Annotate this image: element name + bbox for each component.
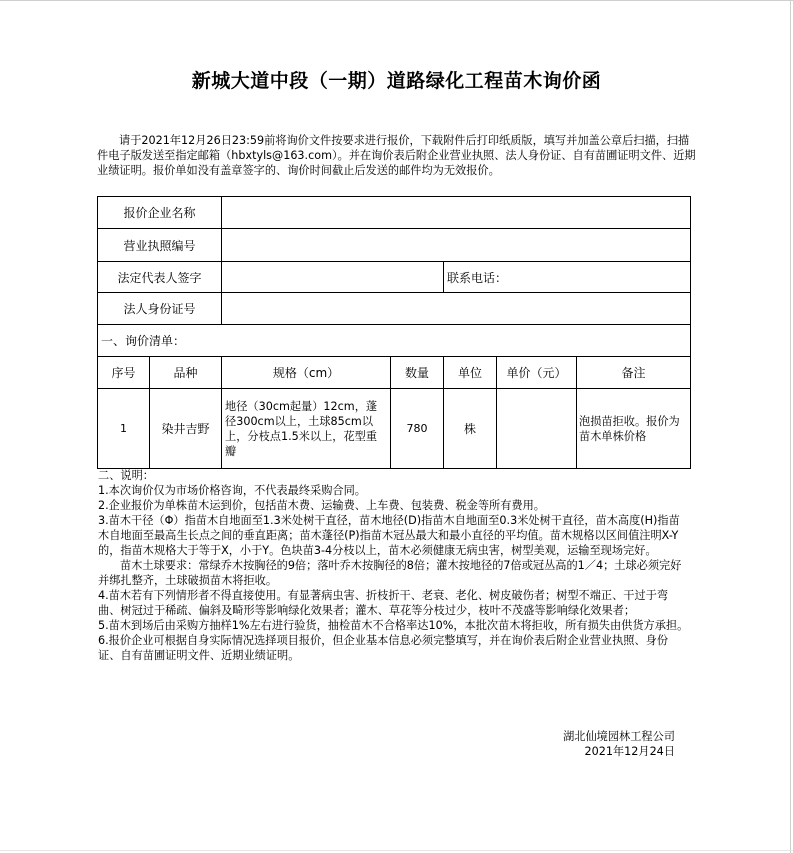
note-5: 5.苗木到场后由采购方抽样1%左右进行验货，抽检苗木不合格率达10%，本批次苗木将拒收，所有损失由供货方承担。	[98, 619, 689, 632]
header-no: 序号	[98, 357, 150, 389]
phone-field[interactable]	[444, 262, 691, 293]
header-unit-price: 单价（元）	[497, 357, 577, 389]
business-license-label: 营业执照编号	[98, 229, 222, 262]
notes-heading: 二、说明：	[98, 469, 154, 482]
company-name-field[interactable]	[222, 197, 691, 229]
legal-rep-signature-label: 法定代表人签字	[98, 262, 222, 293]
note-4: 4.苗木若有下列情形者不得直接使用。有显著病虫害、折枝折干、老衰、老化、树皮破伤者；树型不端正、干过于弯曲、树冠过于稀疏、偏斜及畸形等影响绿化效果者；灌木、草花等分枝过少，枝叶不茂盛等影响绿化效果者；	[98, 589, 669, 617]
signature-date: 2021年12月24日	[584, 745, 675, 758]
document-title: 新城大道中段（一期）道路绿化工程苗木询价函	[191, 70, 602, 92]
business-license-field[interactable]	[222, 229, 691, 262]
cell-unit-price[interactable]	[497, 389, 577, 469]
page-border-bottom	[0, 850, 793, 851]
cell-remark: 泡损苗拒收。报价为苗木单株价格	[577, 389, 691, 469]
table-row	[98, 389, 691, 469]
page-border-top	[0, 0, 793, 1]
note-3: 3.苗木干径（Φ）指苗木自地面至1.3米处树干直径，苗木地径(D)指苗木自地面至0.3米处树干直径，苗木高度(H)指苗木自地面至最高生长点之间的垂直距离；苗木蓬径(P)指苗木冠丛最大和最小直径的平均值。苗木规格以区间值注明X-Y的，指苗木规格大于等于X，小于Y。色块苗3-4分枝以上，苗木必须健康无病虫害，树型美观，运输至现场完好。	[98, 514, 680, 557]
note-3-rootball: 苗木土球要求：常绿乔木按胸径的9倍；落叶乔木按胸径的8倍；灌木按地径的7倍或冠丛高的1／4；土球必须完好并绑扎整齐，土球破损苗木将拒收。	[98, 559, 682, 587]
legal-rep-id-field[interactable]	[222, 293, 691, 325]
cell-spec: 地径（30cm起量）12cm，蓬径300cm以上，土球85cm以上，分枝点1.5米以上，花型重瓣	[222, 389, 391, 469]
cell-variety: 染井吉野	[150, 389, 222, 469]
header-quantity: 数量	[391, 357, 444, 389]
notes-section	[98, 468, 690, 663]
signature-block	[470, 729, 675, 759]
cell-no: 1	[98, 389, 150, 469]
company-name-label: 报价企业名称	[98, 197, 222, 229]
page-border-right	[790, 0, 791, 853]
note-1: 1.本次询价仅为市场价格咨询，不代表最终采购合同。	[98, 484, 366, 497]
cell-quantity: 780	[391, 389, 444, 469]
header-variety: 品种	[150, 357, 222, 389]
inquiry-form-table	[97, 196, 691, 469]
signature-company: 湖北仙境园林工程公司	[563, 730, 675, 743]
header-unit: 单位	[444, 357, 497, 389]
legal-rep-signature-field[interactable]	[222, 262, 444, 293]
note-6: 6.报价企业可根据自身实际情况选择项目报价，但企业基本信息必须完整填写，并在询价表后附企业营业执照、身份证、自有苗圃证明文件、近期业绩证明。	[98, 634, 669, 662]
intro-paragraph: 请于2021年12月26日23:59前将询价文件按要求进行报价，下载附件后打印纸质版，填写并加盖公章后扫描，扫描件电子版发送至指定邮箱（hbxtyls@163.com）。并在询价表后附企业营业执照、法人身份证、自有苗圃证明文件、近期业绩证明。报价单如没有盖章签字的、询价时间截止后发送的邮件均为无效报价。	[97, 134, 696, 177]
header-remark: 备注	[577, 357, 691, 389]
note-2: 2.企业报价为单株苗木运到价，包括苗木费、运输费、上车费、包装费、税金等所有费用。	[98, 499, 545, 512]
phone-label: 联系电话：	[447, 270, 508, 285]
header-spec: 规格（cm）	[222, 357, 391, 389]
legal-rep-id-label: 法人身份证号	[98, 293, 222, 325]
cell-unit: 株	[444, 389, 497, 469]
section-inquiry-list: 一、询价清单：	[98, 325, 691, 357]
